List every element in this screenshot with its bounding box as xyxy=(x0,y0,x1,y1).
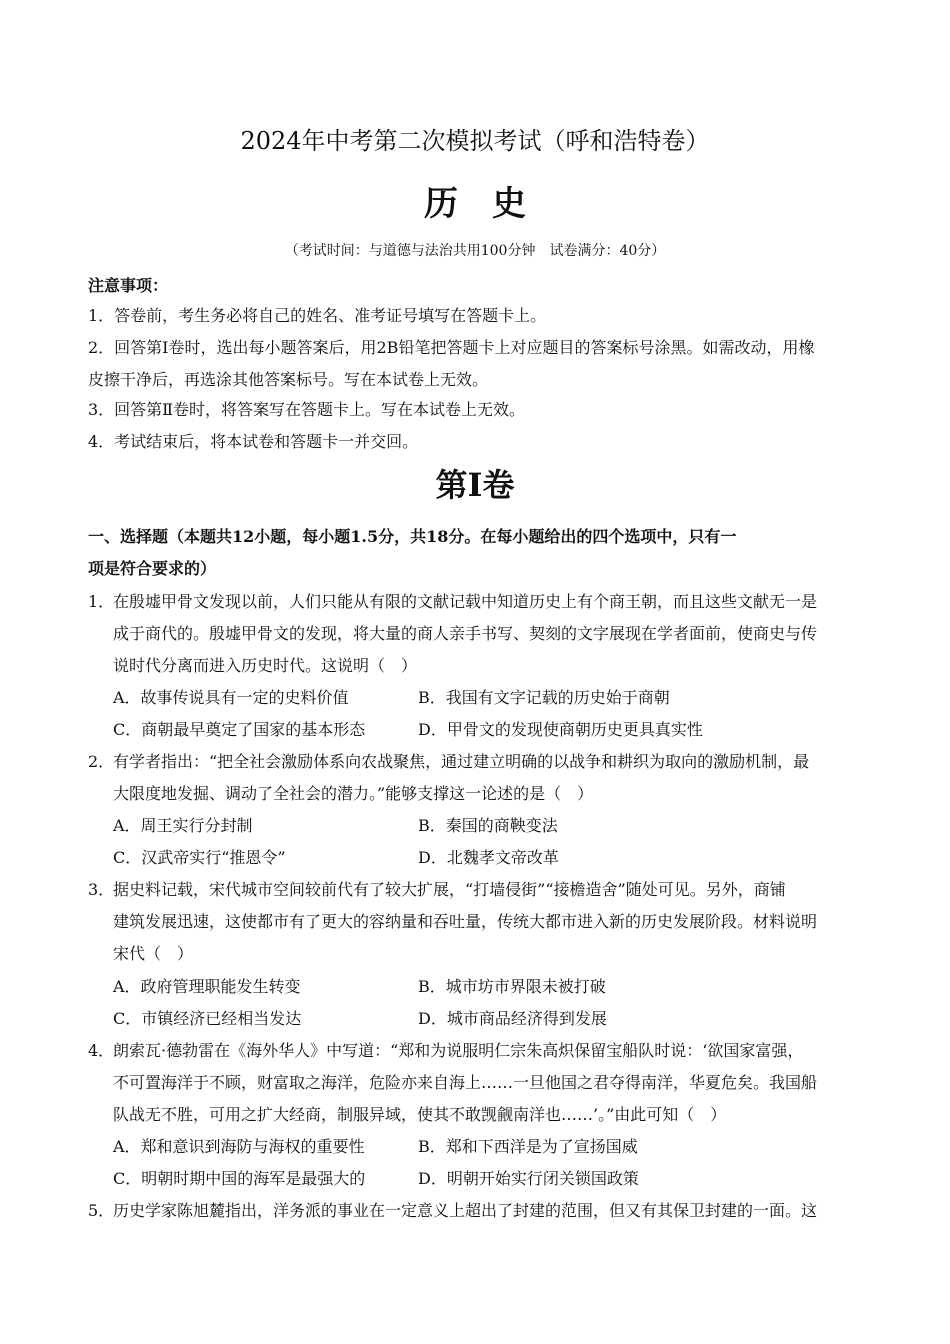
option-a: A．故事传说具有一定的史料价值 xyxy=(113,688,349,707)
section-instruction: 项是符合要求的） xyxy=(88,559,217,578)
question-number: 4． xyxy=(88,1041,115,1060)
notice-item: 皮擦干净后，再选涂其他答案标号。写在本试卷上无效。 xyxy=(88,370,489,389)
option-c: C．汉武帝实行“推恩令” xyxy=(113,848,286,867)
question-text: 大限度地发掘、调动了全社会的潜力。”能够支撑这一论述的是（ ） xyxy=(113,784,594,803)
question-number: 1． xyxy=(88,592,115,611)
question-text: 据史料记载，宋代城市空间较前代有了较大扩展，“打墙侵街”“接檐造舍”随处可见。另外，商铺 xyxy=(113,880,786,899)
question-text: 建筑发展迅速，这使都市有了更大的容纳量和吞吐量，传统大都市进入新的历史发展阶段。材料说明 xyxy=(113,912,818,931)
question-text: 在殷墟甲骨文发现以前，人们只能从有限的文献记载中知道历史上有个商王朝，而且这些文献无一是 xyxy=(113,592,818,611)
question-text: 有学者指出：“把全社会激励体系向农战聚焦，通过建立明确的以战争和耕织为取向的激励机制，最 xyxy=(113,752,810,771)
option-c: C．商朝最早奠定了国家的基本形态 xyxy=(113,720,366,739)
option-a: A．周王实行分封制 xyxy=(113,816,253,835)
notice-item: 3．回答第Ⅱ卷时，将答案写在答题卡上。写在本试卷上无效。 xyxy=(88,400,526,419)
option-c: C．明朝时期中国的海军是最强大的 xyxy=(113,1169,366,1188)
option-c: C．市镇经济已经相当发达 xyxy=(113,1009,302,1028)
subject-title: 历 史 xyxy=(424,184,526,224)
question-number: 3． xyxy=(88,880,115,899)
notice-item: 1．答卷前，考生务必将自己的姓名、准考证号填写在答题卡上。 xyxy=(88,306,547,325)
question-number: 2． xyxy=(88,752,115,771)
notice-item: 2．回答第Ⅰ卷时，选出每小题答案后，用2B铅笔把答题卡上对应题目的答案标号涂黑。如需改动，用橡 xyxy=(88,338,815,357)
option-d: D．北魏孝文帝改革 xyxy=(418,848,559,867)
section-title: 第Ⅰ卷 xyxy=(435,466,515,504)
option-b: B．郑和下西洋是为了宣扬国威 xyxy=(418,1137,638,1156)
option-b: B．城市坊市界限未被打破 xyxy=(418,977,606,996)
option-d: D．城市商品经济得到发展 xyxy=(418,1009,607,1028)
option-d: D．甲骨文的发现使商朝历史更具真实性 xyxy=(418,720,703,739)
notice-item: 4．考试结束后，将本试卷和答题卡一并交回。 xyxy=(88,432,419,451)
question-text: 成于商代的。殷墟甲骨文的发现，将大量的商人亲手书写、契刻的文字展现在学者面前，使商史与传 xyxy=(113,624,818,643)
section-instruction: 一、选择题（本题共12小题，每小题1.5分，共18分。在每小题给出的四个选项中，只有一 xyxy=(88,527,737,546)
question-number: 5． xyxy=(88,1201,115,1220)
question-text: 不可置海洋于不顾，财富取之海洋，危险亦来自海上……一旦他国之君夺得南洋，华夏危矣。我国船 xyxy=(113,1073,818,1092)
question-text: 历史学家陈旭麓指出，洋务派的事业在一定意义上超出了封建的范围，但又有其保卫封建的一面。这 xyxy=(113,1201,818,1220)
question-text: 朗索瓦·德勃雷在《海外华人》中写道：“郑和为说服明仁宗朱高炽保留宝船队时说：‘欲国家富强， xyxy=(113,1041,804,1060)
question-text: 队战无不胜，可用之扩大经商，制服异域，使其不敢觊觎南洋也……’。”由此可知（ ） xyxy=(113,1105,727,1124)
option-b: B．秦国的商鞅变法 xyxy=(418,816,558,835)
exam-info: （考试时间：与道德与法治共用100分钟 试卷满分：40分） xyxy=(284,243,666,259)
option-a: A．郑和意识到海防与海权的重要性 xyxy=(113,1137,365,1156)
question-text: 说时代分离而进入历史时代。这说明（ ） xyxy=(113,656,418,675)
option-a: A．政府管理职能发生转变 xyxy=(113,977,301,996)
option-b: B．我国有文字记载的历史始于商朝 xyxy=(418,688,670,707)
question-text: 宋代（ ） xyxy=(113,944,194,963)
exam-title: 2024年中考第二次模拟考试（呼和浩特卷） xyxy=(240,127,710,155)
option-d: D．明朝开始实行闭关锁国政策 xyxy=(418,1169,639,1188)
notice-heading: 注意事项： xyxy=(88,276,169,295)
